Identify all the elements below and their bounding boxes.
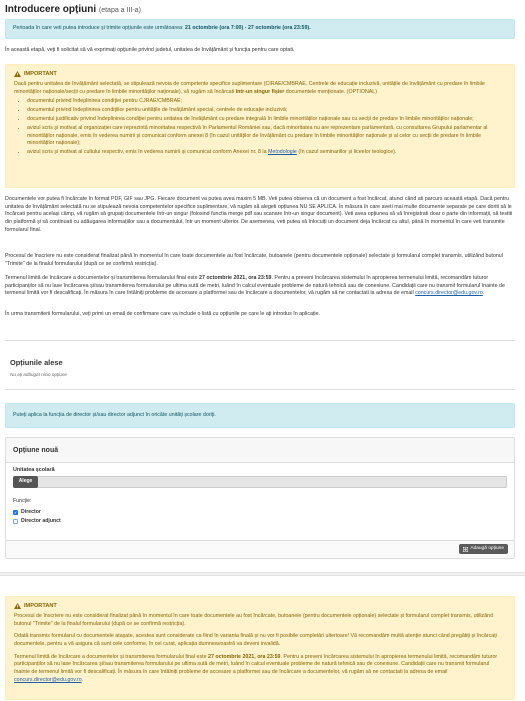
new-option-card xyxy=(5,437,515,559)
choose-school-button[interactable]: Alege xyxy=(13,476,38,488)
confirmation-text: În urma transmiterii formularului, veți primi un email de confirmare care va include o listă cu opțiunile pe care le ați introdus în aplicație. xyxy=(5,311,321,317)
checkbox-empty[interactable] xyxy=(13,519,18,524)
new-option-title: Opțiune nouă xyxy=(13,447,59,454)
important-heading: IMPORTANT xyxy=(14,70,506,78)
period-range: 21 octombrie (ora 7:00) - 27 octombrie (ora 23:59). xyxy=(184,25,311,32)
chosen-options-title: Opțiunile alese xyxy=(10,358,63,367)
divider xyxy=(5,389,515,390)
intro-text: În această etapă, veți fi solicitat să vă exprimați opțiunile privind judetul, unitatea de învățământ și funcția pentru care optati. xyxy=(5,47,295,53)
required-documents-list xyxy=(14,98,506,156)
process-text: Procesul de înscriere nu este considerat finalizat până în momentul în care toate documentele au fost încărcate, butoanele (pentru documentele opționale) selectate și formularul complet transmis, utilizând butonul "Trimite" de la finalul formularului (după ce se confirmă restricția). xyxy=(5,253,503,267)
important-heading: IMPORTANT xyxy=(14,602,506,610)
director-checkbox[interactable]: ✓ Director xyxy=(13,509,41,515)
important-paragraph: Termenul limită de încărcare a documentelor și transmiterea formularului final este 27 octombrie 2021, ora 23:59. Pentru a preveni încărcarea sistemului în apropierea termenului limită, recomandăm tuturor participanților să nu lase încărcarea și/sau transmiterea formularului pe ultima sută de metri, luând în calcul eventuale probleme de natură tehnică sau de conexiune. Candidații care nu transmit formularul înainte de termenul limită vor fi descalificați. În măsura în care întâlniți probleme de accesare a platformei sau de încărcare a documentelor, vă rugăm să ne contactati la adresa de email concurs.director@edu.gov.ro. xyxy=(14,653,498,683)
warning-icon xyxy=(14,71,21,77)
important-paragraph: Odată transmis formularul cu documentele atașate, acestea sunt considerate ca fiind în varianta finală și nu vor fi posibile completări ulterioare! Vă recomandăm multă atenție atunci când pregătiți și încărcați documentele, pentru a vă asigura că sunt cele conforme, în cel curat, aplicația dumneavoastră va deveni invalidă. xyxy=(14,633,497,648)
page-title: Introducere opțiuni (etapa a III-a) xyxy=(5,4,141,15)
new-option-header xyxy=(6,438,514,463)
contact-email-link[interactable]: concurs.director@edu.gov.ro xyxy=(415,290,483,297)
function-label: Funcție: xyxy=(13,498,32,504)
school-label: Unitatea școlară xyxy=(13,467,55,473)
documents-text: Documentele vor putea fi încărcate în format PDF, GIF sau JPG. Fiecare document va putea avea maxim 5 MB. Veti putea observa că un document a fost încărcat, atunci când ati parcurs această etapă. Dacă pentru unitatea de învățământ selectată nu se stipulează nevoia competentelor specifice suplimentare, vă rugăm să alegeti opțiunea NU SE APLICA. În măsura în care aveti mai multe documente separate pe care doriti să le încărcati pentru același câmp, vă rugăm să grupați documentele într-un singur (folosind functia merge pdf sau scanare într-un singur document). Veti avea opțiunea să vă înregistrati doar o parte din informații, să testiti din platformă și să continuati cu adăugarea informațiilor sau a documentului, într un moment ulterior. De asemenea, veti putea să înlocuiți un document deja încărcat cu altul, până în momentul în care veti transmite formularul final. xyxy=(5,196,513,233)
list-item: • avizul scris și motivat al cultului respectiv, emis în vederea numirii și comunicat conform Anexei nr. 8 la Metodologie (în cazul seminariilor și liceelor teologice). xyxy=(27,149,506,157)
section-separator xyxy=(0,572,525,576)
divider xyxy=(5,340,515,341)
period-alert xyxy=(5,19,515,39)
methodology-link[interactable]: Metodologie xyxy=(268,149,297,156)
period-prefix: Perioada în care veti putea introduce și trimite opțiunile este următoarea: xyxy=(13,25,184,32)
important-paragraph: Procesul de înscriere nu este considerat finalizat până în momentul în care toate documentele au fost încărcate, butoanele (pentru documentele opționale) selectate și formularul complet transmis, utilizând butonul "Trimite" de la finalul formularului (după ce se confirmă restricția). xyxy=(14,613,494,627)
deadline-text: Termenul limită de încărcare a documentelor și transmiterea formularului final este 27 octombrie 2021, ora 23:59. Pentru a preveni încărcarea sistemului în apropierea termenului limită, recomandăm tuturor participanților să nu lase încărcarea și/sau transmiterea formularului pe ultima sută de metri, luând în calcul eventuale probleme de natură tehnică sau de conexiune. Candidații care nu transmit formularul înainte de termenul limită vor fi descalificați. În măsura în care întâlniți probleme de accesare a platformei sau de încărcare a documentelor, vă rugăm să ne contactati la adresa de email concurs.director@edu.gov.ro. xyxy=(5,275,505,297)
add-icon xyxy=(463,547,468,552)
check-icon[interactable]: ✓ xyxy=(13,509,18,515)
page-subtitle: (etapa a III-a) xyxy=(98,7,141,14)
school-select[interactable] xyxy=(13,476,507,488)
director-note: Puteți aplica la funcția de director și/sau director adjunct în oricâte unități școlare doriți. xyxy=(5,403,515,428)
warning-icon xyxy=(14,603,21,609)
important-intro: Dacă pentru unitatea de învățământ selectată, se stipulează nevoia de competente specifice suplimentare (CIRAE/CMBRAE, Centrele de educație incluzivă, unitățile de învățământ cu predare în limbile minorităților naționale/secții cu predare în limbile minorităților naționale), vă rugăm să încărcati într-un singur fișier documentele menționate. (OPTIONAL) xyxy=(14,81,485,95)
add-option-button[interactable]: Adaugă opțiune xyxy=(459,544,508,554)
new-option-footer xyxy=(6,540,514,558)
list-item: • documentul justificativ privind îndeplinirea condiției pentru unitatea de învățământ cu predare integrală în limbile minorităților naționale sau cu secții de predare în limbile minorităților naționale; xyxy=(27,116,506,124)
contact-email-link[interactable]: concurs.director@edu.gov.ro xyxy=(14,676,82,683)
list-item: • documentul privind îndeplinirea condiției pentru CJRAE/CMBRAE; xyxy=(27,98,506,106)
important-box-top xyxy=(5,64,515,188)
no-options-message: Nu ați adăugat nicio opțiune xyxy=(10,372,67,377)
list-item: • documentul privind îndeplinirea condițiilor pentru unitățile de învățământ special, centrele de educație incluzivă; xyxy=(27,107,506,115)
deputy-director-checkbox[interactable]: Director adjunct xyxy=(13,518,61,526)
important-box-bottom xyxy=(5,596,515,700)
list-item: • avizul scris și motivat al organizației care reprezintă minoritatea respectivă în Parlamentul României sau, dacă minoritatea nu are reprezentare parlamentară, cu consultarea Grupului parlamentar al minorităților naționale, emis în vederea numirii și comunicat conform anexei 8 (în cazul unităților de învățământ cu predare în limbile minorităților naționale și al celor cu secții de predare în limbile minorităților naționale); xyxy=(27,125,506,148)
